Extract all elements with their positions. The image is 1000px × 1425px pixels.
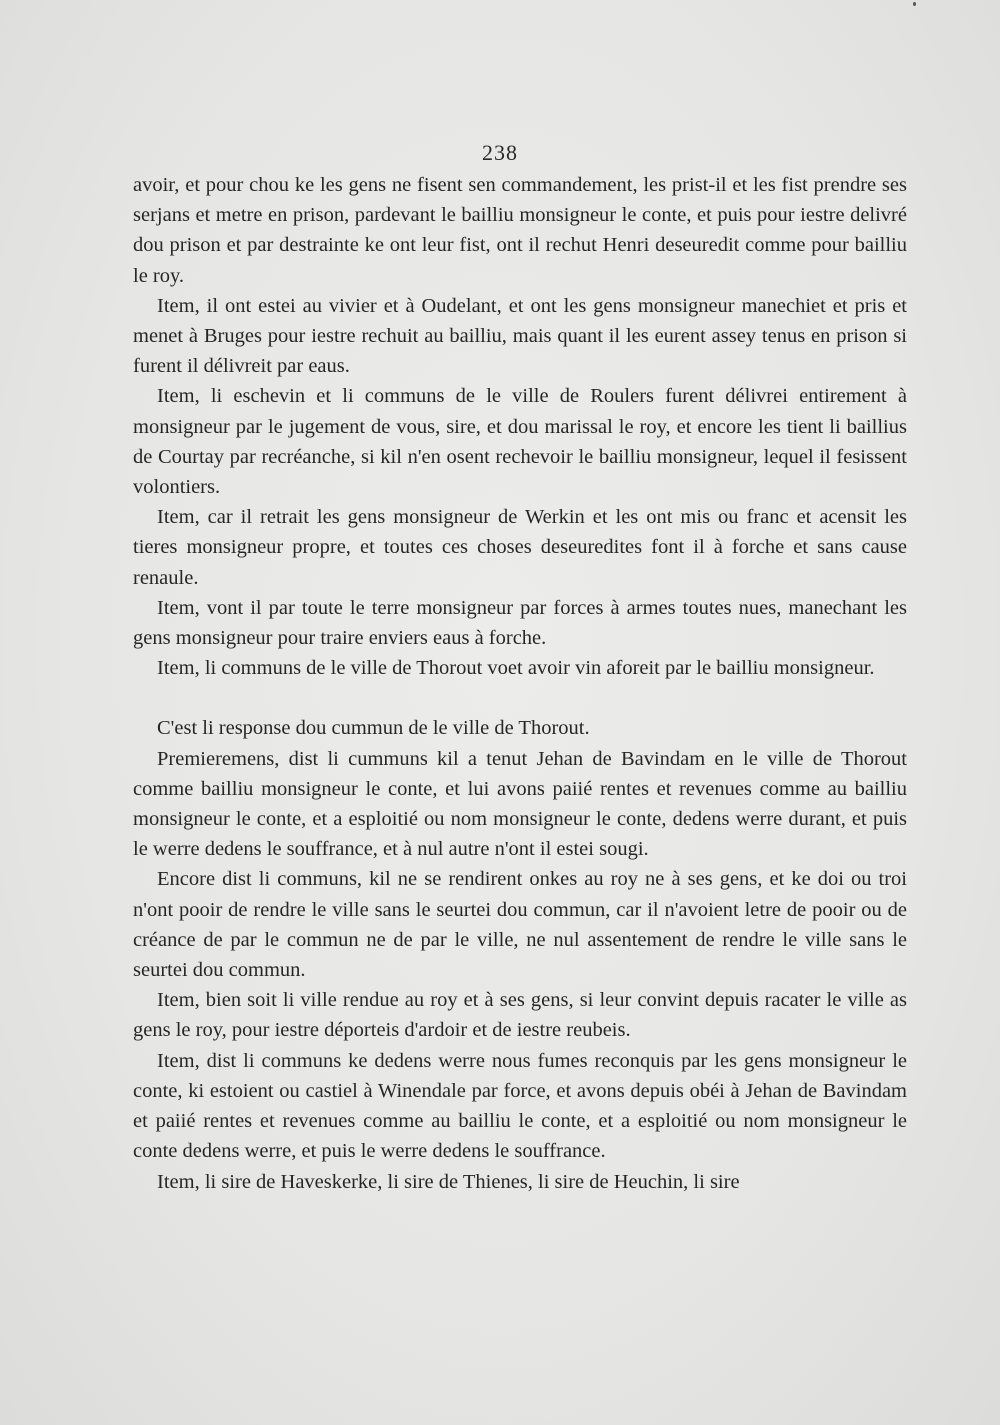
paragraph-item-sires: Item, li sire de Haveskerke, li sire de Thienes, li sire de Heuchin, li sire xyxy=(157,1170,740,1193)
paragraph-item-rendue: Item, bien soit li ville rendue au roy et à ses gens, si leur convint depuis racater le ville as gens le roy, pour iestre déporteis d'ardoir et de iestre reubeis. xyxy=(133,989,907,1042)
paragraph-item-vivier: Item, il ont estei au vivier et à Oudelant, et ont les gens monsigneur manechiet et pris et menet à Bruges pour iestre rechuit au bailliu, mais quant il les eurent assey tenus en prison si furent il délivreit par eaus. xyxy=(133,294,907,378)
paragraph-item-werkin: Item, car il retrait les gens monsigneur de Werkin et les ont mis ou franc et acensit les tieres monsigneur propre, et toutes ces choses deseuredites font il à forche et sans cause renaule. xyxy=(133,506,907,589)
paragraph-item-reconquis: Item, dist li communs ke dedens werre nous fumes reconquis par les gens monsigneur le conte, ki estoient ou castiel à Winendale par force, et avons depuis obéi à Jehan de Bavindam et paiié rentes et revenues comme au bailliu le conte, et a esploitié ou nom monsigneur le conte dedens werre, et puis le werre dedens le souffrance. xyxy=(133,1049,907,1163)
ink-speck xyxy=(913,2,916,6)
paragraph-encore: Encore dist li communs, kil ne se rendirent onkes au roy ne à ses gens, et ke doi ou troi n'ont pooir de rendre le ville sans le seurtei dou commun, car il n'avoient letre de pooir ou de créance de par le commun ne de par le ville, ne nul assentement de rendre le ville sans le seurtei dou commun. xyxy=(133,868,907,982)
paragraph-item-terre: Item, vont il par toute le terre monsigneur par forces à armes toutes nues, manechant les gens monsigneur pour traire enviers eaus à forche. xyxy=(133,596,907,650)
section-heading-response: C'est li response dou cummun de le ville de Thorout. xyxy=(157,717,590,740)
paragraph-item-thorout-vin: Item, li communs de le ville de Thorout voet avoir vin aforeit par le bailliu monsigneur. xyxy=(157,657,875,680)
page-number: 238 xyxy=(482,140,518,165)
body-text xyxy=(133,170,907,1197)
paragraph-item-roulers: Item, li eschevin et li communs de le ville de Roulers furent délivrei entirement à monsigneur par le jugement de vous, sire, et dou marissal le roy, et encore les tient li baillius de Courtay par recréanche, si kil n'en osent rechevoir le bailliu monsigneur, lequel il fesissent volontiers. xyxy=(133,385,907,499)
paragraph-continuation: avoir, et pour chou ke les gens ne fisent sen commandement, les prist-il et les fist prendre ses serjans et metre en prison, pardevant le bailliu monsigneur le conte, et puis pour iestre delivré dou prison et par destrainte ke ont leur fist, ont il rechut Henri deseuredit comme pour bailliu le roy. xyxy=(133,174,907,287)
paragraph-premieremens: Premieremens, dist li cummuns kil a tenut Jehan de Bavindam en le ville de Thorout comme bailliu monsigneur le conte, et lui avons paiié rentes et revenues comme au bailliu monsigneur le conte, et a esploitié ou nom monsigneur le conte, dedens werre durant, et puis le werre dedens le souffrance, et à nul autre n'ont il estei sougi. xyxy=(133,747,907,861)
